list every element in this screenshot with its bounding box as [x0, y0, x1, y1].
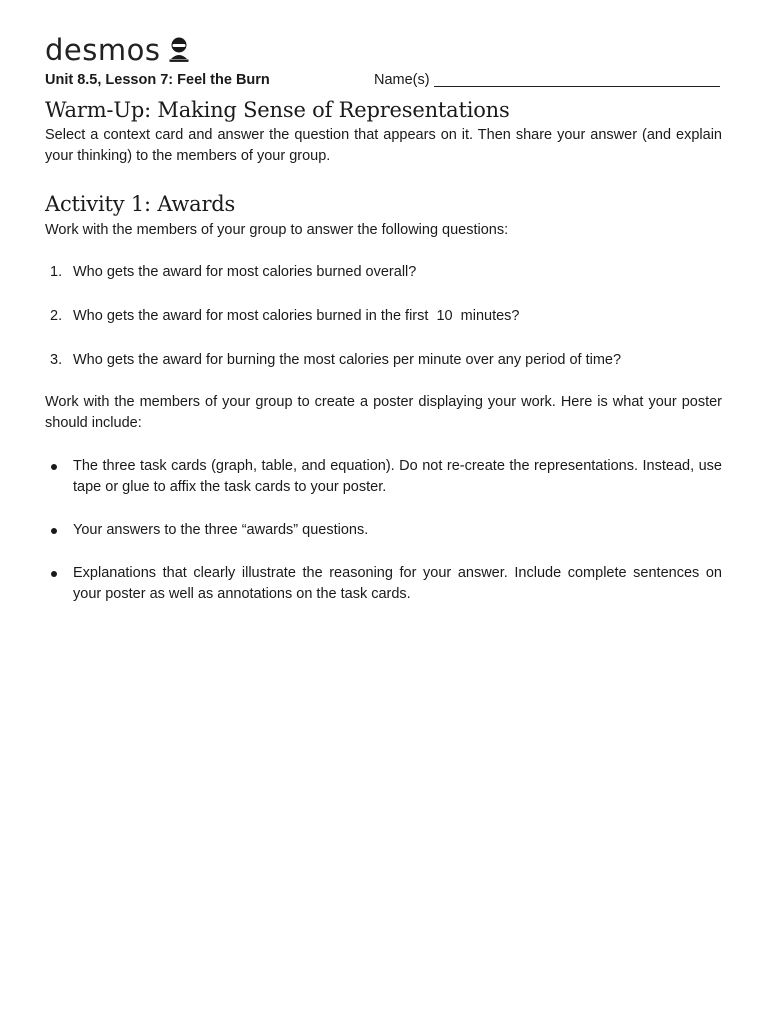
poster-instructions: Work with the members of your group to create a poster displaying your work. Here is what your poster should include:: [45, 394, 722, 431]
name-label-text: Name(s): [374, 72, 430, 88]
requirement-text: The three task cards (graph, table, and equation). Do not re-create the representations. Instead, use tape or glue to affix the task cards to your poster.: [73, 458, 722, 495]
question-text: Who gets the award for most calories burned overall?: [73, 264, 417, 280]
bullet-icon: [51, 464, 57, 470]
question-item: [45, 350, 722, 371]
question-item: [45, 306, 722, 327]
question-text: Who gets the award for burning the most calories per minute over any period of time?: [73, 352, 622, 368]
name-label: [374, 69, 721, 91]
warmup-title: Warm-Up: Making Sense of Representations: [45, 98, 510, 122]
warmup-text: Select a context card and answer the question that appears on it. Then share your answer (and explain your thinking) to the members of your group.: [45, 127, 722, 164]
activity1-title: Activity 1: Awards: [45, 192, 236, 216]
requirement-text: Your answers to the three “awards” questions.: [73, 522, 369, 538]
requirement-item: [45, 563, 722, 605]
name-blank-line: [434, 72, 720, 87]
requirement-item: [45, 520, 722, 541]
requirement-item: [45, 456, 722, 498]
question-text: Who gets the award for most calories burned in the first 10 minutes?: [73, 308, 520, 324]
question-number: 2.: [50, 308, 63, 324]
unit-lesson-label: Unit 8.5, Lesson 7: Feel the Burn: [45, 72, 270, 88]
poster-requirements-list: [45, 456, 722, 605]
activity1-intro: Work with the members of your group to answer the following questions:: [45, 222, 509, 238]
logo: [45, 32, 722, 68]
header-row: [45, 69, 722, 91]
question-number: 3.: [50, 352, 63, 368]
question-number: 1.: [50, 264, 63, 280]
bullet-icon: [51, 571, 57, 577]
question-list: [45, 262, 722, 371]
question-item: [45, 262, 722, 283]
requirement-text: Explanations that clearly illustrate the reasoning for your answer. Include complete sentences on your poster as well as annotations on the task cards.: [73, 565, 722, 602]
bullet-icon: [51, 528, 57, 534]
logo-text: desmos: [45, 33, 161, 67]
desmos-figure-icon: [169, 37, 189, 63]
worksheet-page: [45, 32, 722, 627]
